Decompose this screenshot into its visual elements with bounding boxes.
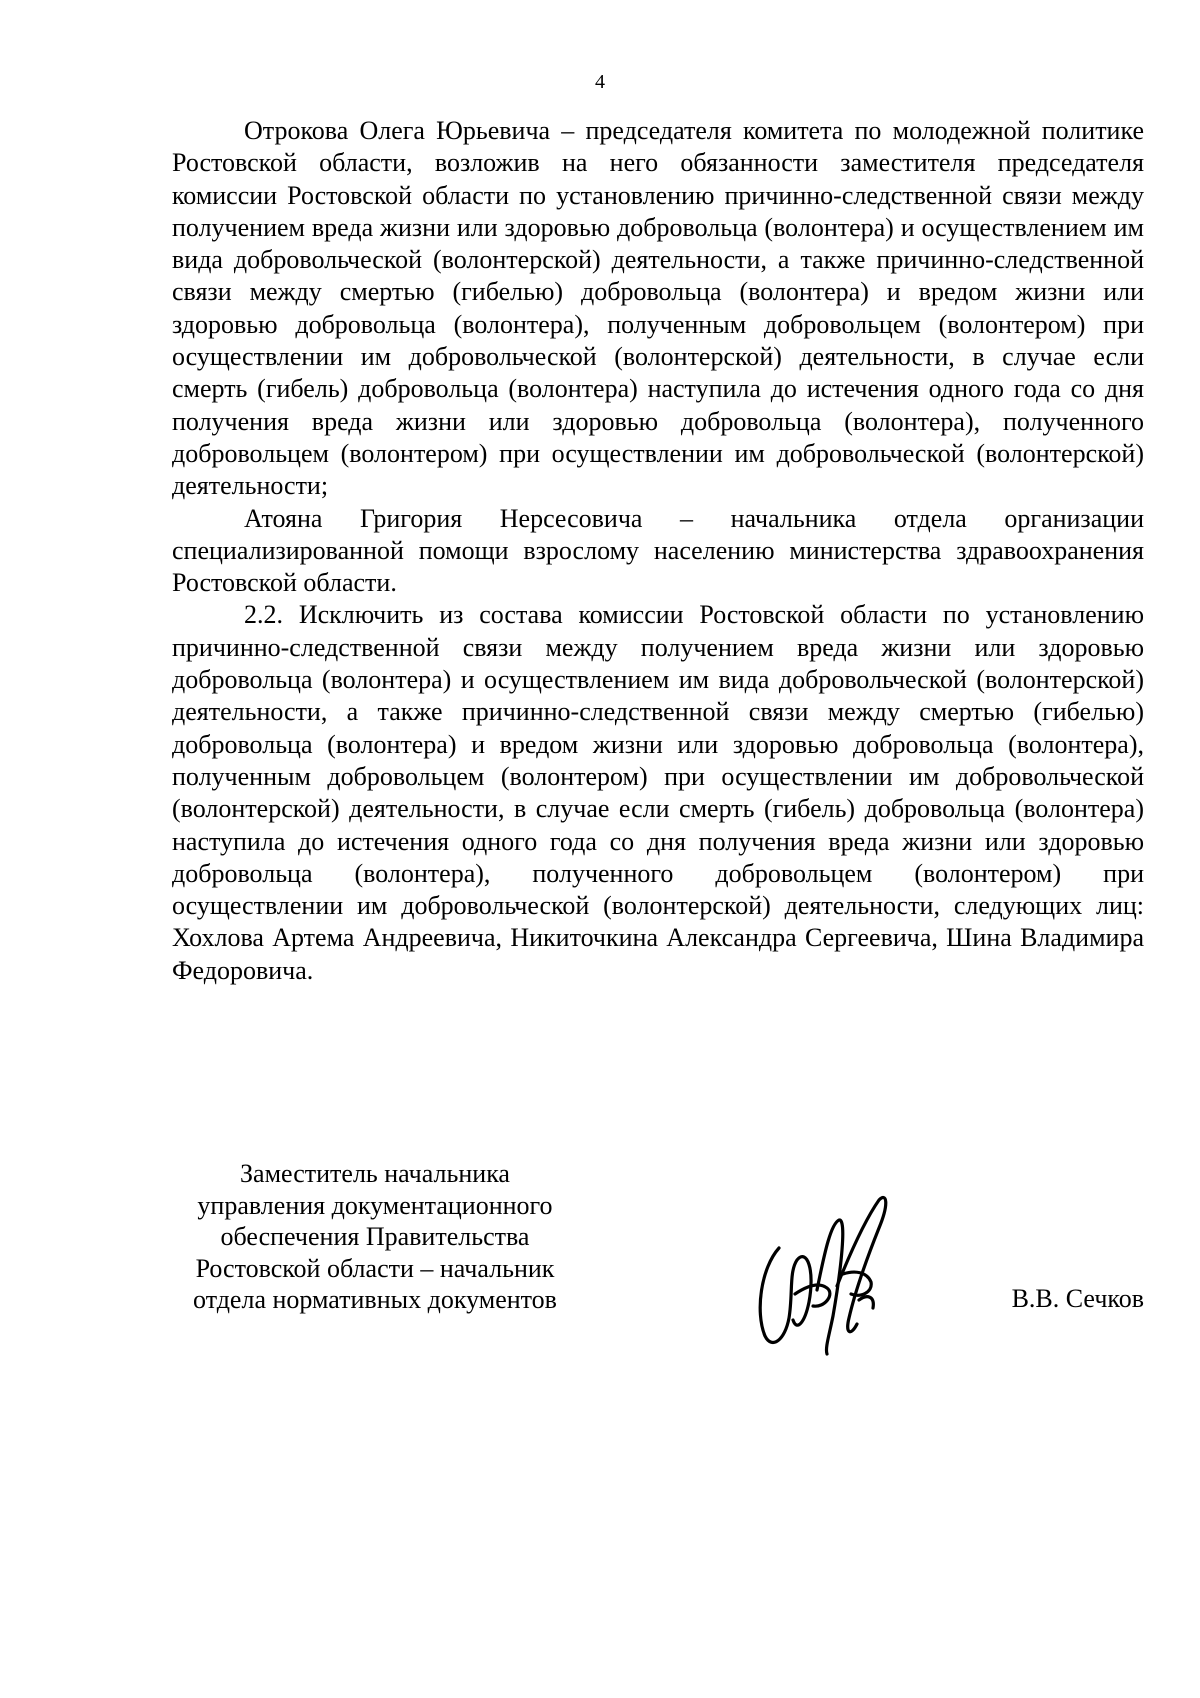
signatory-title-line: Ростовской области – начальник [195, 1253, 555, 1283]
page-number: 4 [595, 71, 605, 93]
signatory-title-line: обеспечения Правительства [220, 1222, 530, 1251]
signer-name: В.В. Сечков [1011, 1284, 1144, 1313]
paragraph-exclusion: 2.2. Исключить из состава комиссии Ростовской области по установлению причинно-следственной связи между получением вреда жизни или здоровью добровольца (волонтера) и осуществлением им вида добровольческой (волонтерской) деятельности, а также причинно-следственной связи между смертью (гибелью) добровольца (волонтера) и вредом жизни или здоровью добровольца (волонтера), полученным добровольцем (волонтером) при осуществлении им добровольческой (волонтерской) деятельности, в случае если смерть (гибель) добровольца (волонтера) наступила до истечения одного года со дня получения вреда жизни или здоровью добровольца (волонтера), полученного добровольцем (волонтером) при осуществлении им добровольческой (волонтерской) деятельности, следующих лиц: Хохлова Артема Андреевича, Никиточкина Александра Сергеевича, Шина Владимира Федоровича. [172, 600, 1144, 985]
signatory-title-line: управления документационного [197, 1190, 553, 1220]
document-body [172, 115, 1144, 987]
signatory-title-line: отдела нормативных документов [193, 1285, 557, 1314]
paragraph-otrokov: Отрокова Олега Юрьевича – председателя комитета по молодежной политике Ростовской области, возложив на него обязанности заместителя председателя комиссии Ростовской области по установлению причинно-следственной связи между получением вреда жизни или здоровью добровольца (волонтера) и осуществлением им вида добровольческой (волонтерской) деятельности, а также причинно-следственной связи между смертью (гибелью) добровольца (волонтера) и вредом жизни или здоровью добровольца (волонтера), полученным добровольцем (волонтером) при осуществлении им добровольческой (волонтерской) деятельности, в случае если смерть (гибель) добровольца (волонтера) наступила до истечения одного года со дня получения вреда жизни или здоровью добровольца (волонтера), полученного добровольцем (волонтером) при осуществлении им добровольческой (волонтерской) деятельности; [172, 116, 1144, 501]
handwritten-signature [755, 1190, 905, 1360]
signatory-title [160, 1158, 590, 1316]
signatory-title-line: Заместитель начальника [240, 1159, 510, 1188]
paragraph-atoyan: Атояна Григория Нерсесовича – начальника отдела организации специализированной помощи взрослому населению министерства здравоохранения Ростовской области. [172, 503, 1144, 598]
